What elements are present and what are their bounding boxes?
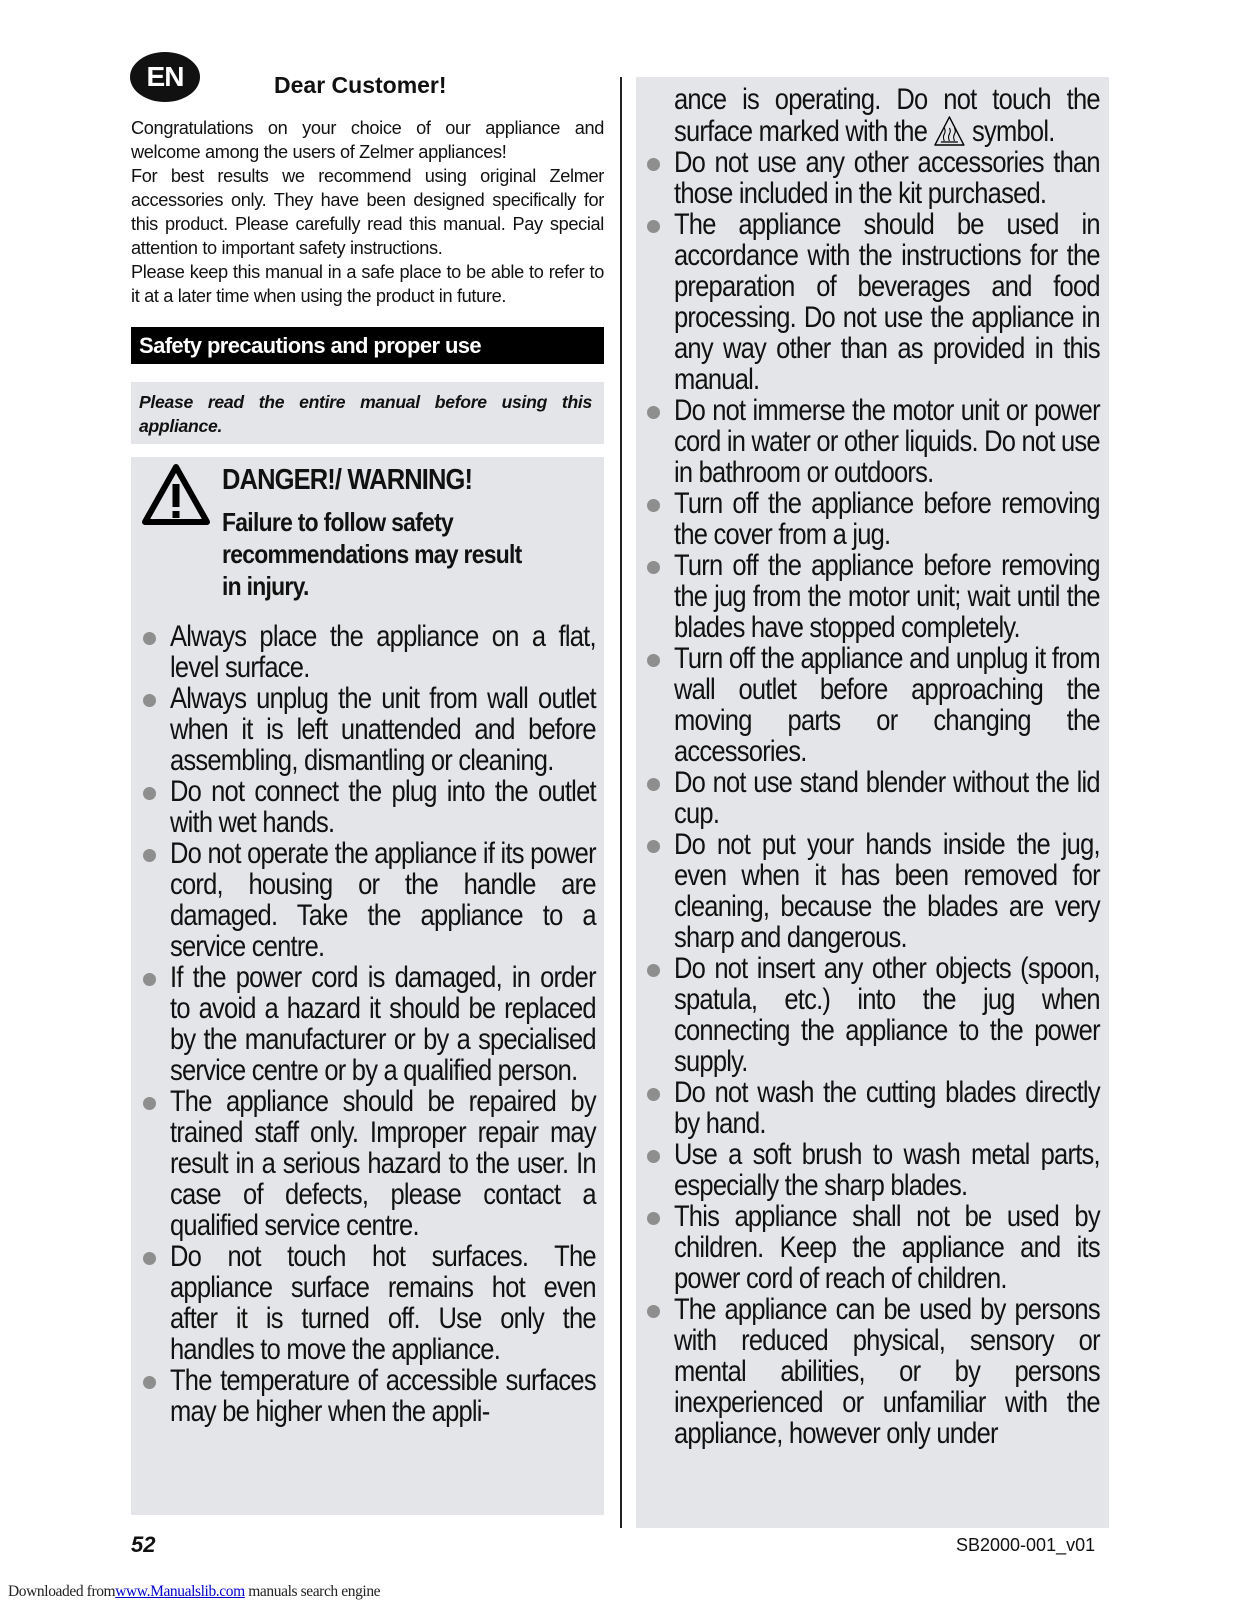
list-item: Turn off the appliance before removing the jug from the motor unit; wait until the blades have stopped completely. xyxy=(645,550,1100,643)
list-item: Do not use stand blender without the lid cup. xyxy=(645,767,1100,829)
footer-suffix: manuals search engine xyxy=(244,1583,381,1600)
list-item: The appliance should be used in accordance with the instructions for the preparation of beverages and food processing. Do not use the appliance in any way other than as provided in this manual. xyxy=(645,209,1100,395)
list-item: Do not put your hands inside the jug, even when it has been removed for cleaning, because the blades are very sharp and dangerous. xyxy=(645,829,1100,953)
list-item: Use a soft brush to wash metal parts, especially the sharp blades. xyxy=(645,1139,1100,1201)
list-item: Do not touch hot surfaces. The appliance surface remains hot even after it is turned off. Use only the handles to move the appliance. xyxy=(141,1241,596,1365)
list-item: If the power cord is damaged, in order to avoid a hazard it should be replaced by the manufacturer or by a specialised service centre or by a qualified person. xyxy=(141,962,596,1086)
list-item: This appliance shall not be used by children. Keep the appliance and its power cord of reach of children. xyxy=(645,1201,1100,1294)
warning-subtitle: Failure to follow safety recommendations may result in injury. xyxy=(222,507,522,601)
download-footer xyxy=(8,1583,380,1601)
section-title: Safety precautions and proper use xyxy=(131,327,604,364)
intro-text xyxy=(131,116,604,308)
document-code: SB2000-001_v01 xyxy=(956,1535,1096,1555)
manualslib-link[interactable]: www.Manualslib.com xyxy=(115,1583,245,1600)
footer-prefix: Downloaded from xyxy=(8,1583,116,1600)
warning-title: DANGER!/ WARNING! xyxy=(222,464,473,496)
list-item: Do not use any other accessories than those included in the kit purchased. xyxy=(645,147,1100,209)
list-item: Do not insert any other objects (spoon, spatula, etc.) into the jug when connecting the appliance to the power supply. xyxy=(645,953,1100,1077)
warning-triangle-icon xyxy=(140,462,212,528)
right-bullet-list xyxy=(645,84,1100,1449)
list-item: Turn off the appliance and unplug it from wall outlet before approaching the moving parts or changing the accessories. xyxy=(645,643,1100,767)
list-item: Do not operate the appliance if its power cord, housing or the handle are damaged. Take the appliance to a service centre. xyxy=(141,838,596,962)
list-item: Do not connect the plug into the outlet with wet hands. xyxy=(141,776,596,838)
hot-surface-icon xyxy=(933,115,965,147)
list-item-continuation xyxy=(645,84,1100,147)
list-item: The appliance should be repaired by trained staff only. Improper repair may result in a serious hazard to the user. In case of defects, please contact a qualified service centre. xyxy=(141,1086,596,1241)
intro-paragraph: Congratulations on your choice of our appliance and welcome among the users of Zelmer appliances! xyxy=(131,118,604,162)
greeting-heading: Dear Customer! xyxy=(274,72,447,98)
intro-paragraph: Please keep this manual in a safe place to be able to refer to it at a later time when using the product in future. xyxy=(131,262,604,306)
list-item: Turn off the appliance before removing the cover from a jug. xyxy=(645,488,1100,550)
continuation-text-end: symbol. xyxy=(972,115,1055,148)
page-number: 52 xyxy=(131,1532,156,1557)
list-item: The temperature of accessible surfaces may be higher when the appli- xyxy=(141,1365,596,1427)
list-item: Always place the appliance on a flat, level surface. xyxy=(141,621,596,683)
list-item: Do not immerse the motor unit or power cord in water or other liquids. Do not use in bathroom or outdoors. xyxy=(645,395,1100,488)
continuation-text: ance is operating. Do not touch the surface marked with the xyxy=(674,83,1100,148)
intro-paragraph: For best results we recommend using original Zelmer accessories only. They have been designed specifically for this product. Please carefully read this manual. Pay special attention to important safety instructions. xyxy=(131,166,604,258)
list-item: The appliance can be used by persons with reduced physical, sensory or mental abilities, or by persons inexperienced or unfamiliar with the appliance, however only under xyxy=(645,1294,1100,1449)
read-manual-note: Please read the entire manual before using this appliance. xyxy=(131,382,604,444)
list-item: Do not wash the cutting blades directly by hand. xyxy=(645,1077,1100,1139)
language-badge: EN xyxy=(130,52,200,102)
left-bullet-list xyxy=(141,621,596,1427)
list-item: Always unplug the unit from wall outlet when it is left unattended and before assembling, dismantling or cleaning. xyxy=(141,683,596,776)
